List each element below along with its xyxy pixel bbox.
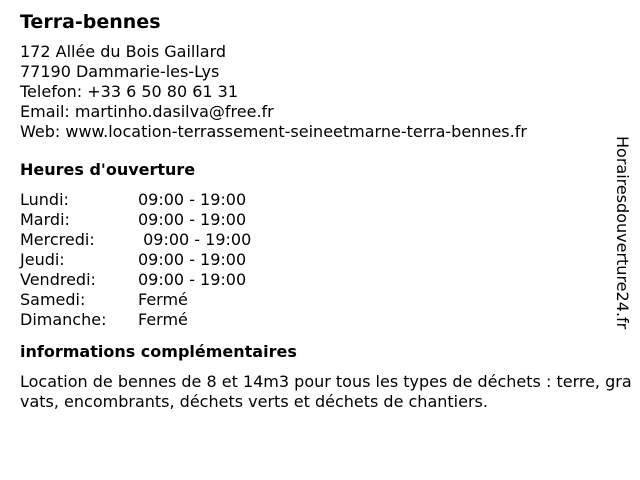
hours-row-tuesday bbox=[20, 210, 610, 230]
day-label: Vendredi: bbox=[20, 270, 96, 289]
hours-row-friday bbox=[20, 270, 610, 290]
additional-info-text: Location de bennes de 8 et 14m3 pour tous les types de déchets : terre, gravats, encombrants, déchets verts et déchets de chantiers. bbox=[20, 372, 632, 411]
hours-row-monday bbox=[20, 190, 610, 210]
email-line: Email: martinho.dasilva@free.fr bbox=[20, 102, 274, 121]
address-line-1: 172 Allée du Bois Gaillard bbox=[20, 42, 227, 61]
hours-value: 09:00 - 19:00 bbox=[138, 190, 247, 209]
opening-hours-title: Heures d'ouverture bbox=[20, 160, 196, 179]
opening-hours-list bbox=[20, 190, 610, 330]
additional-info-title: informations complémentaires bbox=[20, 342, 297, 361]
hours-value: 09:00 - 19:00 bbox=[138, 250, 247, 269]
hours-value: 09:00 - 19:00 bbox=[138, 270, 247, 289]
day-label: Jeudi: bbox=[20, 250, 65, 269]
phone-line: Telefon: +33 6 50 80 61 31 bbox=[20, 82, 239, 101]
hours-row-thursday bbox=[20, 250, 610, 270]
day-label: Samedi: bbox=[20, 290, 86, 309]
hours-row-wednesday bbox=[20, 230, 610, 250]
business-name: Terra-bennes bbox=[20, 11, 161, 33]
hours-value: 09:00 - 19:00 bbox=[138, 210, 247, 229]
day-label: Lundi: bbox=[20, 190, 69, 209]
web-line: Web: www.location-terrassement-seineetmarne-terra-bennes.fr bbox=[20, 122, 527, 141]
address-line-2: 77190 Dammarie-les-Lys bbox=[20, 62, 220, 81]
hours-value: Fermé bbox=[138, 290, 188, 309]
day-label: Mardi: bbox=[20, 210, 70, 229]
hours-row-saturday bbox=[20, 290, 610, 310]
hours-value: Fermé bbox=[138, 310, 188, 329]
day-label: Mercredi: bbox=[20, 230, 95, 249]
side-brand-label: Horairesdouverture24.fr bbox=[613, 136, 632, 330]
hours-value: 09:00 - 19:00 bbox=[138, 230, 252, 249]
day-label: Dimanche: bbox=[20, 310, 107, 329]
hours-row-sunday bbox=[20, 310, 610, 330]
